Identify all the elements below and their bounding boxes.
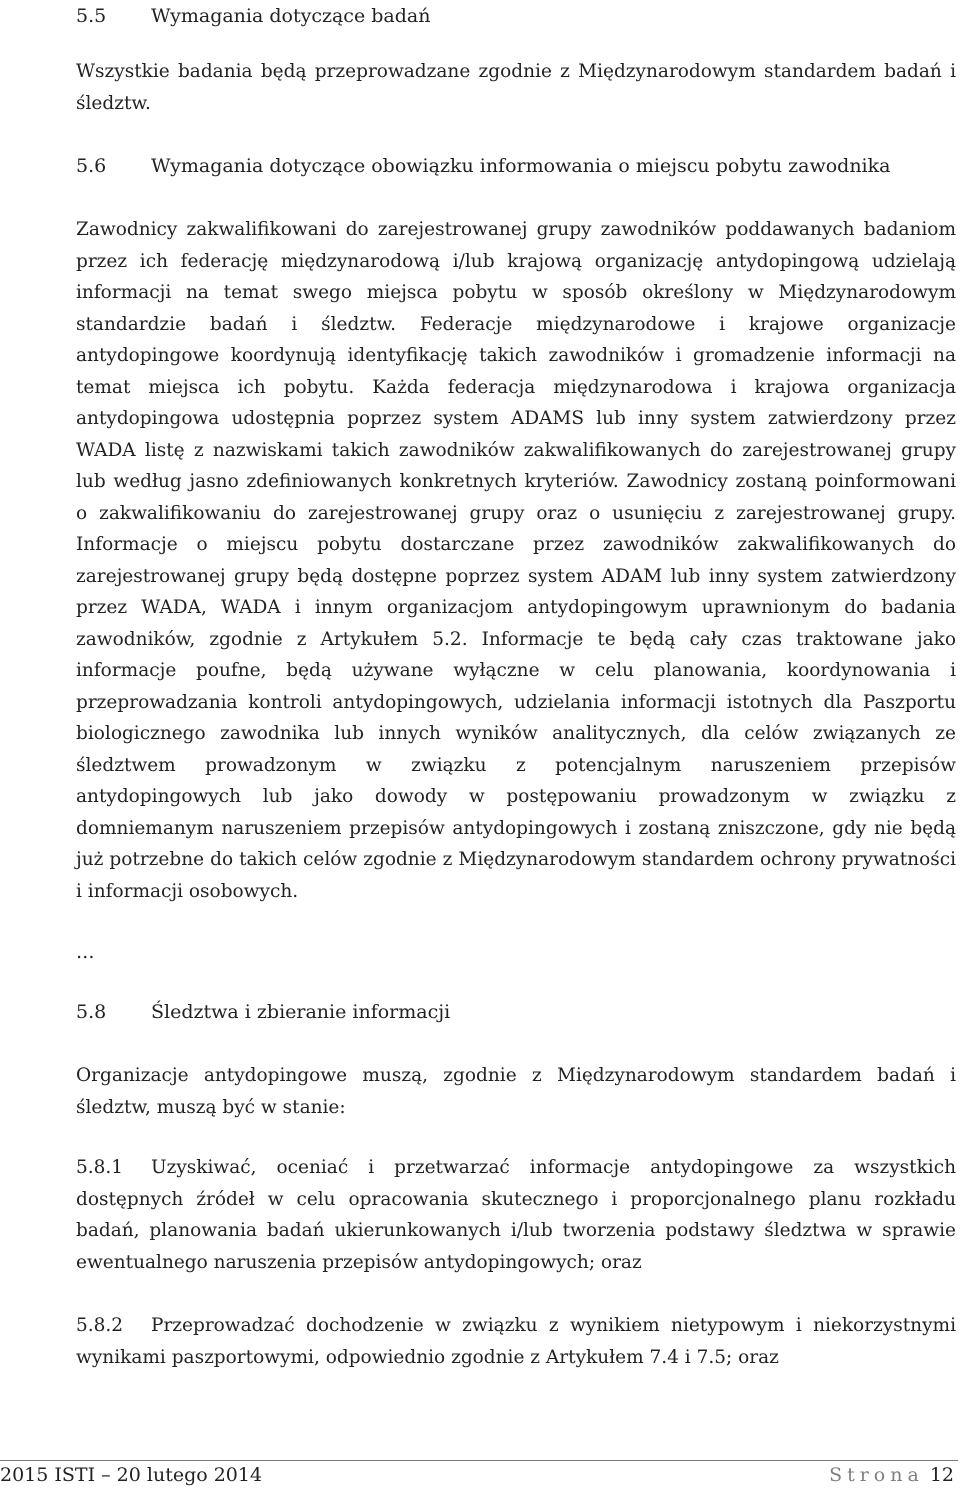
- section-title: Wymagania dotyczące obowiązku informowania o miejscu pobytu zawodnika: [151, 155, 891, 177]
- footer-page-info: [829, 1461, 954, 1489]
- section-paragraph-5-6: Zawodnicy zakwalifikowani do zarejestrowanej grupy zawodników poddawanych badaniom przez ich federację międzynarodową i/lub krajową organizację antydopingową udzielają informacji na temat swego miejsca pobytu w sposób określony w Międzynarodowym standardzie badań i śledztw. Federacje międzynarodowe i krajowe organizacje antydopingowe koordynują identyfikację takich zawodników i gromadzenie informacji na temat miejsca ich pobytu. Każda federacja międzynarodowa i krajowa organizacja antydopingowa udostępnia poprzez system ADAMS lub inny system zatwierdzony przez WADA listę z nazwiskami takich zawodników zakwalifikowanych do zarejestrowanej grupy lub według jasno zdefiniowanych konkretnych kryteriów. Zawodnicy zostaną poinformowani o zakwalifikowaniu do zarejestrowanej grupy oraz o usunięciu z zarejestrowanej grupy. Informacje o miejscu pobytu dostarczane przez zawodników zakwalifikowanych do zarejestrowanej grupy będą dostępne poprzez system ADAM lub inny system zatwierdzony przez WADA, WADA i innym organizacjom antydopingowym uprawnionym do badania zawodników, zgodnie z Artykułem 5.2. Informacje te będą cały czas traktowane jako informacje poufne, będą używane wyłączne w celu planowania, koordynowania i przeprowadzania kontroli antydopingowych, udzielania informacji istotnych dla Paszportu biologicznego zawodnika lub innych wyników analitycznych, dla celów związanych ze śledztwem prowadzonym w związku z potencjalnym naruszeniem przepisów antydopingowych lub jako dowody w postępowaniu prowadzonym w związku z domniemanym naruszeniem przepisów antydopingowych i zostaną zniszczone, gdy nie będą już potrzebne do takich celów zgodnie z Międzynarodowym standardem ochrony prywatności i informacji osobowych.: [76, 219, 956, 902]
- item-number: 5.8.2: [76, 1315, 124, 1336]
- section-title: Śledztwa i zbieranie informacji: [151, 1001, 451, 1023]
- section-heading-5-8: [76, 996, 956, 1028]
- section-number: 5.5: [76, 5, 107, 27]
- section-title: Wymagania dotyczące badań: [151, 5, 431, 27]
- section-paragraph-5-8: Organizacje antydopingowe muszą, zgodnie z Międzynarodowym standardem badań i śledztw, muszą być w stanie:: [76, 1065, 956, 1118]
- item-text: Uzyskiwać, oceniać i przetwarzać informacje antydopingowe za wszystkich dostępnych źródeł w celu opracowania skutecznego i proporcjonalnego planu rozkładu badań, planowania badań ukierunkowanych i/lub tworzenia podstawy śledztwa w sprawie ewentualnego naruszenia przepisów antydopingowych; oraz: [76, 1157, 956, 1273]
- page-footer: [0, 1460, 958, 1489]
- footer-page-number: 12: [929, 1464, 954, 1486]
- section-paragraph-5-5: Wszystkie badania będą przeprowadzane zgodnie z Międzynarodowym standardem badań i śledztw.: [76, 61, 956, 114]
- section-number: 5.8: [76, 1001, 107, 1023]
- list-item-5-8-1: [76, 1152, 956, 1278]
- footer-document-info: 2015 ISTI – 20 lutego 2014: [0, 1464, 263, 1486]
- list-item-5-8-2: [76, 1310, 956, 1373]
- section-heading-5-6: [76, 150, 956, 182]
- item-text: Przeprowadzać dochodzenie w związku z wynikiem nietypowym i niekorzystnymi wynikami paszportowymi, odpowiednio zgodnie z Artykułem 7.4 i 7.5; oraz: [76, 1315, 956, 1368]
- footer-strona-label: Strona: [829, 1464, 924, 1486]
- omission-ellipsis: …: [76, 942, 95, 963]
- item-number: 5.8.1: [76, 1157, 124, 1178]
- section-number: 5.6: [76, 155, 107, 177]
- section-heading-5-5: [76, 0, 956, 32]
